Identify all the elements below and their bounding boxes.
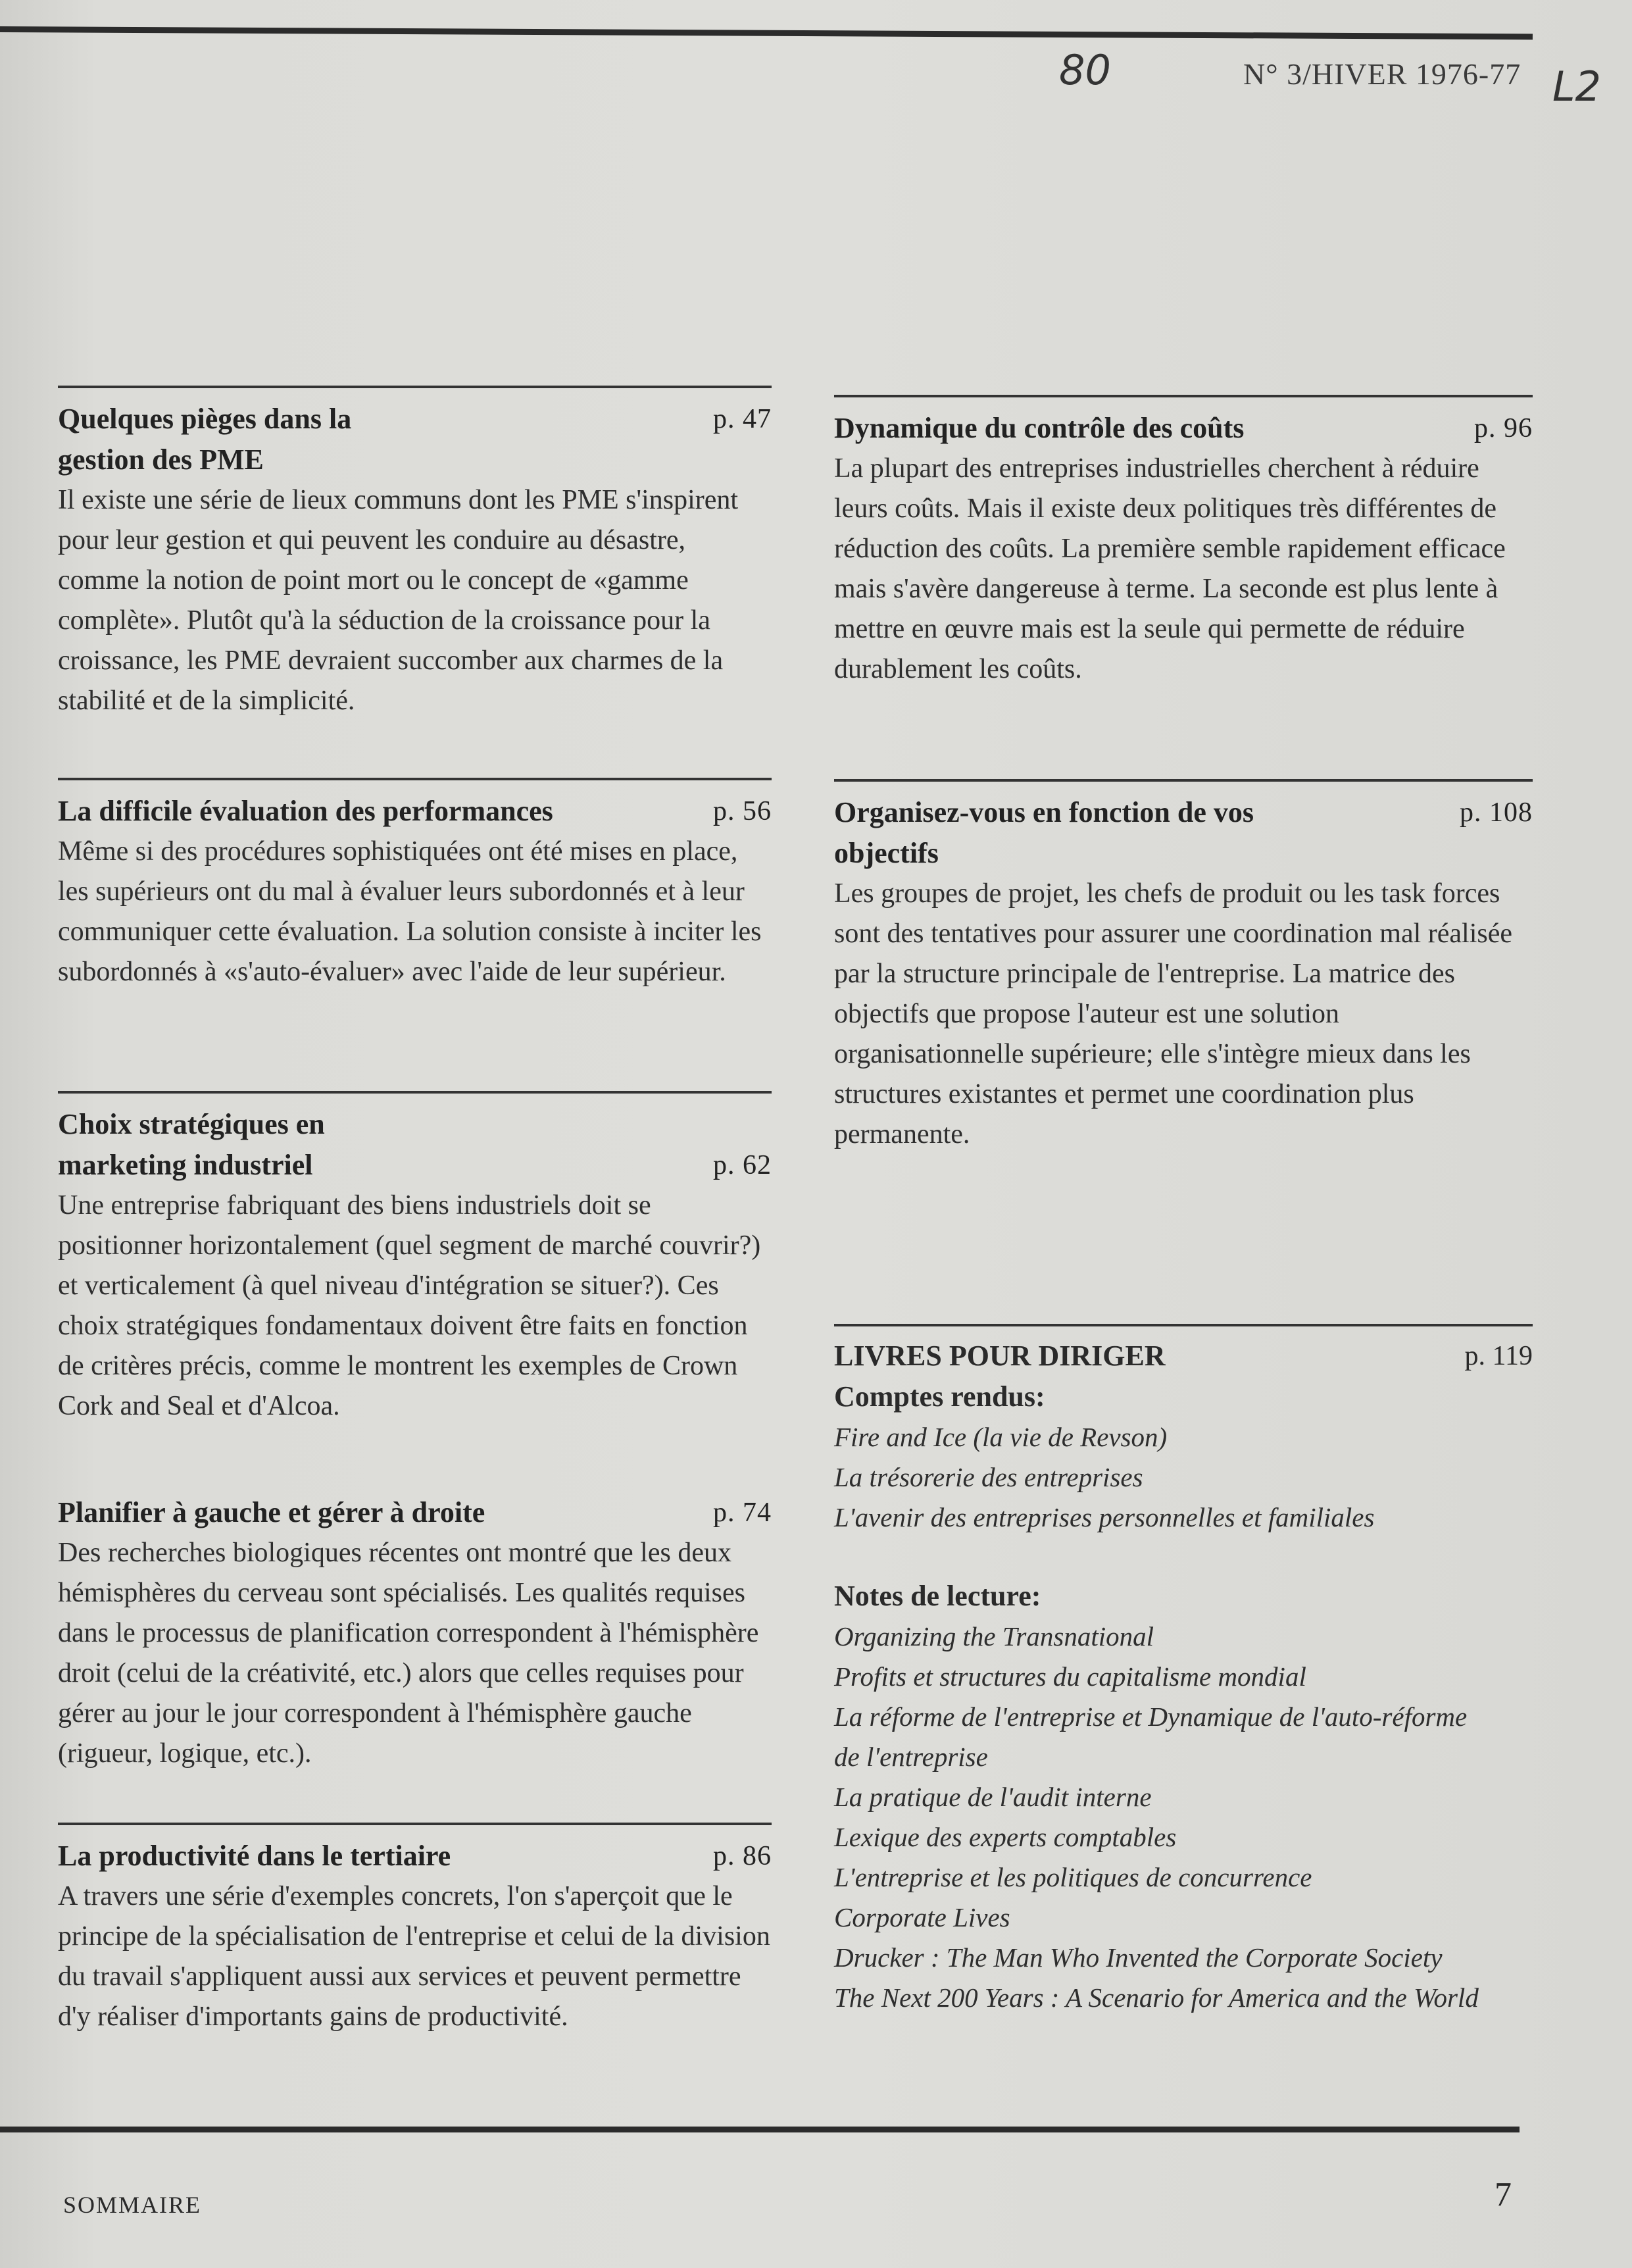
article-heading bbox=[834, 792, 1533, 874]
handwritten-note: L2 bbox=[1552, 63, 1601, 111]
article-entry[interactable] bbox=[834, 395, 1533, 690]
divider bbox=[834, 779, 1533, 782]
article-page: p. 74 bbox=[713, 1498, 772, 1528]
note-item: Lexique des experts comptables bbox=[834, 1822, 1177, 1852]
article-summary: Des recherches biologiques récentes ont montré que les deux hémisphères du cerveau sont spécialisés. Les qualités requises dans le processus de planification correspondent à l'hémisphère droit (celui de la créativité, etc.) alors que celles requises pour gérer au jour le jour correspondent à l'hémisphère gauche (rigueur, logique, etc.). bbox=[58, 1538, 759, 1769]
article-title: Organisez-vous en fonction de vos objectifs bbox=[834, 796, 1254, 869]
article-summary: Il existe une série de lieux communs dont les PME s'inspirent pour leur gestion et qui peuvent les conduire au désastre, comme la notion de point mort ou le concept de «gamme complète». Plutôt qu'à la séduction de la croissance pour la croissance, les PME devraient succomber aux charmes de la stabilité et de la simplicité. bbox=[58, 485, 739, 716]
article-summary: La plupart des entreprises industrielles cherchent à réduire leurs coûts. Mais il existe deux politiques très différentes de réduction des coûts. La première semble rapidement efficace mais s'avère dangereuse à terme. La seconde est plus lente à mettre en œuvre mais est la seule qui permette de réduire durablement les coûts. bbox=[834, 453, 1506, 684]
article-heading bbox=[58, 1104, 772, 1186]
handwritten-note: 80 bbox=[1059, 46, 1111, 94]
review-item: Fire and Ice (la vie de Revson) bbox=[834, 1422, 1168, 1452]
divider bbox=[58, 778, 772, 780]
article-title: La difficile évaluation des performances bbox=[58, 795, 553, 827]
article-heading bbox=[58, 399, 772, 480]
divider bbox=[58, 1091, 772, 1094]
article-summary: A travers une série d'exemples concrets, l'on s'aperçoit que le principe de la spécialisation de l'entreprise et celui de la division du travail s'appliquent aussi aux services et peuvent permettre d'y réaliser d'importants gains de productivité. bbox=[58, 1881, 770, 2032]
books-title: LIVRES POUR DIRIGER bbox=[834, 1340, 1166, 1372]
article-entry[interactable] bbox=[58, 1091, 772, 1426]
article-heading bbox=[58, 1836, 772, 1877]
divider bbox=[834, 395, 1533, 397]
footer-section-label: SOMMAIRE bbox=[63, 2192, 202, 2218]
issue-label: N° 3/HIVER 1976-77 bbox=[1243, 57, 1521, 91]
article-title: Quelques pièges dans la gestion des PME bbox=[58, 403, 352, 476]
article-page: p. 108 bbox=[1460, 797, 1533, 828]
article-entry[interactable] bbox=[58, 1823, 772, 2037]
note-item: La réforme de l'entreprise et Dynamique de l'auto-réforme de l'entreprise bbox=[834, 1701, 1468, 1772]
article-title: La productivité dans le tertiaire bbox=[58, 1840, 451, 1872]
books-section bbox=[834, 1324, 1533, 2018]
divider bbox=[58, 1823, 772, 1825]
article-entry[interactable] bbox=[58, 386, 772, 721]
article-title: Choix stratégiques en marketing industriel bbox=[58, 1108, 325, 1181]
top-rule bbox=[0, 26, 1533, 39]
note-item: The Next 200 Years : A Scenario for America and the World bbox=[834, 1982, 1479, 2013]
note-item: Organizing the Transnational bbox=[834, 1621, 1154, 1651]
divider bbox=[834, 1324, 1533, 1326]
reviews-label: Comptes rendus: bbox=[834, 1380, 1045, 1413]
note-item: Drucker : The Man Who Invented the Corporate Society bbox=[834, 1942, 1443, 1973]
article-entry[interactable] bbox=[58, 1479, 772, 1774]
divider bbox=[58, 1479, 772, 1482]
article-summary: Les groupes de projet, les chefs de produit ou les task forces sont des tentatives pour assurer une coordination mal réalisée par la structure principale de l'entreprise. La matrice des objectifs que propose l'auteur est une solution organisationnelle supérieure; elle s'intègre mieux dans les structures existantes et permet une coordination plus permanente. bbox=[834, 878, 1513, 1149]
article-page: p. 86 bbox=[713, 1841, 772, 1871]
article-entry[interactable] bbox=[834, 779, 1533, 1155]
bottom-rule bbox=[0, 2127, 1520, 2132]
note-item: La pratique de l'audit interne bbox=[834, 1782, 1152, 1812]
article-page: p. 62 bbox=[713, 1150, 772, 1180]
article-page: p. 56 bbox=[713, 796, 772, 826]
note-item: Corporate Lives bbox=[834, 1902, 1010, 1932]
article-title: Dynamique du contrôle des coûts bbox=[834, 412, 1245, 444]
article-heading bbox=[834, 408, 1533, 449]
books-page: p. 119 bbox=[1464, 1341, 1533, 1371]
article-entry[interactable] bbox=[58, 778, 772, 992]
page-number: 7 bbox=[1495, 2176, 1512, 2213]
article-summary: Même si des procédures sophistiquées ont été mises en place, les supérieurs ont du mal à évaluer leurs subordonnés et à leur communiquer cette évaluation. La solution consiste à inciter les subordonnés à «s'auto-évaluer» avec l'aide de leur supérieur. bbox=[58, 836, 762, 987]
books-heading[interactable] bbox=[834, 1336, 1533, 1376]
note-item: Profits et structures du capitalisme mondial bbox=[834, 1661, 1306, 1692]
article-heading bbox=[58, 1492, 772, 1533]
article-page: p. 96 bbox=[1474, 413, 1533, 443]
divider bbox=[58, 386, 772, 388]
note-item: L'entreprise et les politiques de concurrence bbox=[834, 1862, 1312, 1892]
article-title: Planifier à gauche et gérer à droite bbox=[58, 1496, 485, 1528]
review-item: La trésorerie des entreprises bbox=[834, 1462, 1143, 1492]
article-page: p. 47 bbox=[713, 404, 772, 434]
review-item: L'avenir des entreprises personnelles et familiales bbox=[834, 1502, 1375, 1532]
notes-label: Notes de lecture: bbox=[834, 1580, 1041, 1612]
article-heading bbox=[58, 791, 772, 832]
article-summary: Une entreprise fabriquant des biens industriels doit se positionner horizontalement (quel segment de marché couvrir?) et verticalement (à quel niveau d'intégration se situer?). Ces choix stratégiques fondamentaux doivent être faits en fonction de critères précis, comme le montrent les exemples de Crown Cork and Seal et d'Alcoa. bbox=[58, 1190, 761, 1421]
